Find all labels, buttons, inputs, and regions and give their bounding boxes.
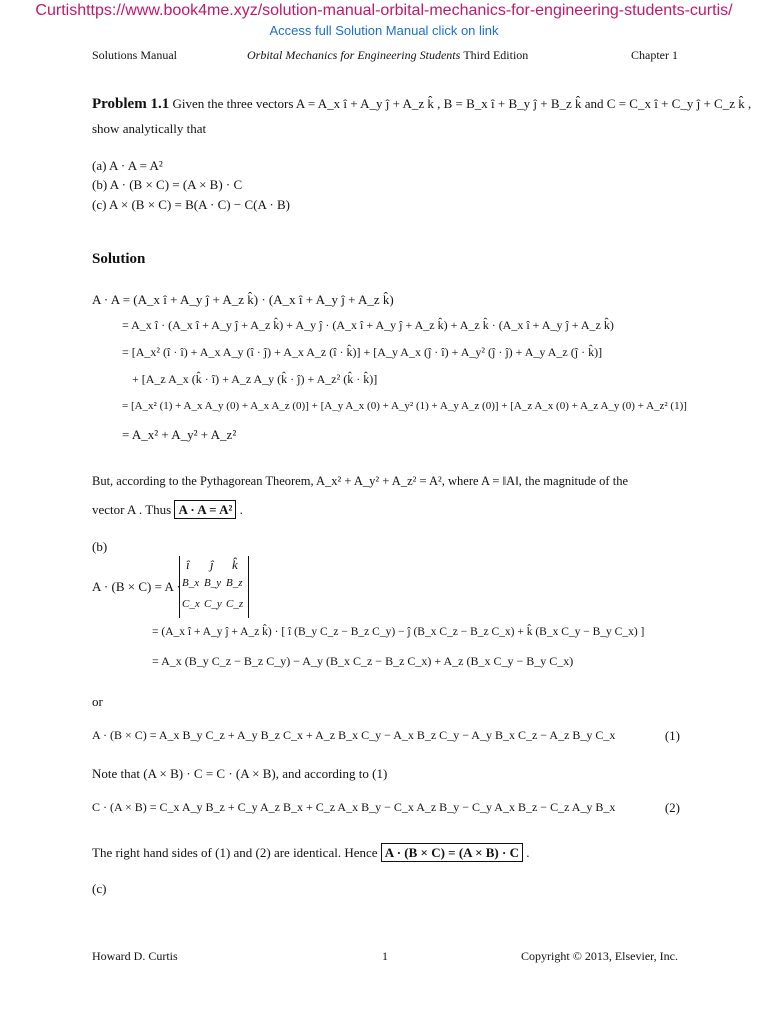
footer-copyright: Copyright © 2013, Elsevier, Inc. — [521, 949, 678, 963]
pythagoras-conclusion — [92, 502, 243, 518]
result-box-b: A · (B × C) = (A × B) · C — [381, 843, 523, 862]
problem-part-c: (c) A × (B × C) = B(A · C) − C(A · B) — [92, 197, 290, 212]
det-lhs: A · (B × C) = A · — [92, 579, 181, 594]
page-header — [92, 48, 678, 64]
conclusion-b-period: . — [526, 845, 530, 860]
det-cell: ĵ — [210, 557, 214, 572]
header-book-title: Orbital Mechanics for Engineering Students — [247, 48, 461, 62]
conclusion-b — [92, 845, 529, 861]
problem-statement — [92, 96, 751, 113]
eq-a-line: = [A_x² (î · î) + A_x A_y (î · ĵ) + A_x A_z (î · k̂)] + [A_y A_x (ĵ · î) + A_y² (ĵ · ĵ) + A_y A_z (ĵ · k̂)] — [122, 345, 603, 359]
det-cell: C_x — [182, 598, 200, 610]
part-b-label: (b) — [92, 539, 108, 554]
conclusion-b-text: The right hand sides of (1) and (2) are identical. Hence — [92, 845, 378, 860]
problem-part-a: (a) A · A = A² — [92, 158, 163, 173]
equation-2-number: (2) — [664, 800, 680, 815]
eq-b-line: = (A_x î + A_y ĵ + A_z k̂) · [ î (B_y C_z − B_z C_y) − ĵ (B_x C_z − B_z C_x) + k̂ (B_x C_y − B_y C_x) ] — [152, 626, 645, 638]
problem-title: Problem 1.1 — [92, 96, 170, 112]
banner-link[interactable]: Curtishttps://www.book4me.xyz/solution-manual-orbital-mechanics-for-engineering-students-curtis/ — [35, 2, 733, 19]
banner — [0, 2, 768, 38]
pythagoras-text: But, according to the Pythagorean Theorem, A_x² + A_y² + A_z² = A², where A = ‖A‖, the magnitude of the — [92, 474, 628, 488]
access-link[interactable]: Access full Solution Manual click on link — [269, 23, 499, 38]
det-cell: B_y — [204, 577, 222, 589]
det-cell: B_x — [182, 577, 200, 589]
determinant — [179, 556, 249, 618]
eq-a-line: A · A = (A_x î + A_y ĵ + A_z k̂) · (A_x î + A_y ĵ + A_z k̂) — [92, 292, 394, 307]
eq-a-line: + [A_z A_x (k̂ · î) + A_z A_y (k̂ · ĵ) + A_z² (k̂ · k̂)] — [132, 372, 378, 386]
problem-given: Given the three vectors A = A_x î + A_y ĵ + A_z k̂ , B = B_x î + B_y ĵ + B_z k̂ and C = C_x î + C_y ĵ + C_z k̂ , — [172, 96, 752, 111]
pythagoras-vector: vector A . Thus — [92, 502, 172, 517]
det-cell: B_z — [226, 577, 243, 589]
result-box-a: A · A = A² — [174, 500, 236, 519]
det-cell: C_z — [226, 598, 244, 610]
header-left: Solutions Manual — [92, 48, 178, 62]
det-cell: k̂ — [232, 557, 238, 572]
header-edition: Third Edition — [463, 48, 529, 62]
or-text: or — [92, 694, 103, 709]
header-right: Chapter 1 — [631, 48, 678, 62]
det-cell: î — [186, 557, 190, 572]
det-cell: C_y — [204, 598, 222, 610]
problem-show: show analytically that — [92, 121, 207, 136]
equation-2: C · (A × B) = C_x A_y B_z + C_y A_z B_x + C_z A_x B_y − C_x A_z B_y − C_y A_x B_z − C_z A_y B_x — [92, 800, 616, 814]
part-c-label: (c) — [92, 881, 107, 896]
note-text: Note that (A × B) · C = C · (A × B), and according to (1) — [92, 766, 388, 781]
equation-1-number: (1) — [664, 728, 680, 743]
solution-heading: Solution — [92, 251, 146, 267]
page-number: 1 — [382, 949, 388, 963]
footer-author: Howard D. Curtis — [92, 949, 178, 963]
eq-a-line: = A_x î · (A_x î + A_y ĵ + A_z k̂) + A_y ĵ · (A_x î + A_y ĵ + A_z k̂) + A_z k̂ · (A_x î + A_y ĵ + A_z k̂) — [122, 318, 614, 332]
eq-a-line: = [A_x² (1) + A_x A_y (0) + A_x A_z (0)] + [A_y A_x (0) + A_y² (1) + A_y A_z (0)] + [A_z A_x (0) + A_z A_y (0) + A_z² (1)] — [122, 400, 687, 412]
eq-b-line: = A_x (B_y C_z − B_z C_y) − A_y (B_x C_z − B_z C_x) + A_z (B_x C_y − B_y C_x) — [152, 654, 574, 668]
problem-part-b: (b) A · (B × C) = (A × B) · C — [92, 177, 243, 192]
eq-a-line: = A_x² + A_y² + A_z² — [122, 427, 237, 442]
equation-1: A · (B × C) = A_x B_y C_z + A_y B_z C_x + A_z B_x C_y − A_x B_z C_y − A_y B_x C_z − A_z B_y C_x — [92, 728, 616, 742]
pythagoras-period: . — [239, 502, 243, 517]
header-center — [247, 48, 528, 63]
